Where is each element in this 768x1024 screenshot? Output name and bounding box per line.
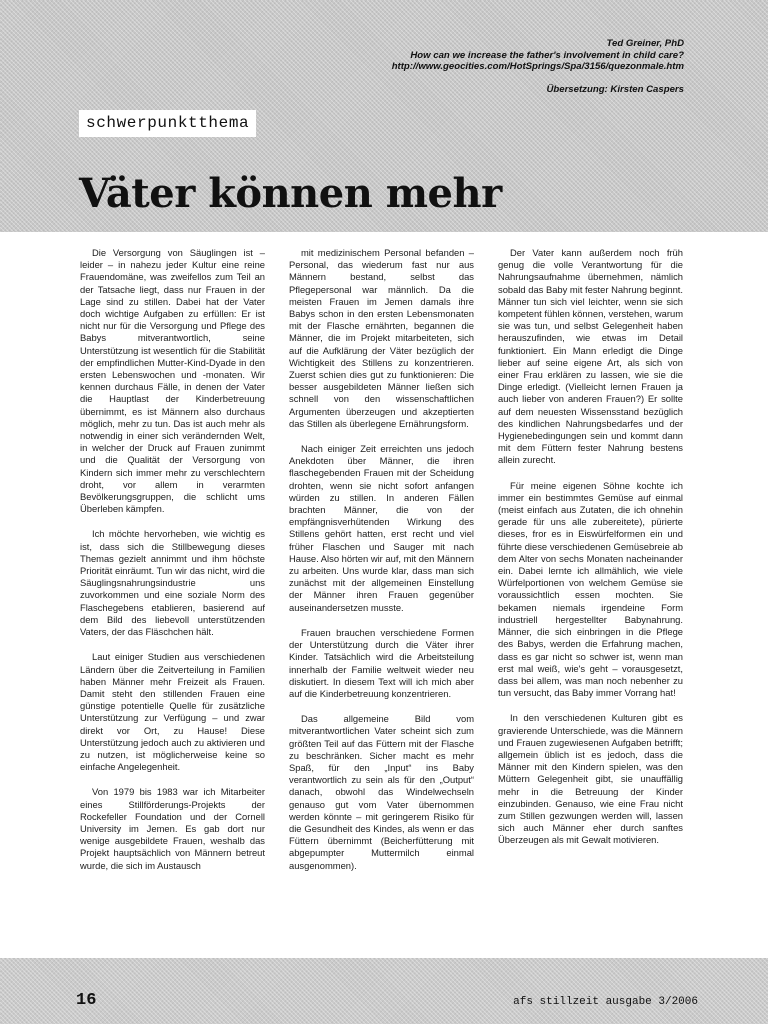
article-body: [80, 247, 684, 947]
text-column-2: [289, 247, 474, 947]
translator-credit: Übersetzung: Kirsten Caspers: [546, 83, 684, 95]
paragraph: Von 1979 bis 1983 war ich Mitarbeiter eines Stillförderungs-Projekts der Rockefeller Foundation und der Cornell University im Jemen. Es gab dort nur wenige ausgebildete Frauen, weshalb das Projekt hauptsächlich von Männern betreut wurde, die sich im Austausch: [80, 786, 265, 871]
paragraph: In den verschiedenen Kulturen gibt es gravierende Unterschiede, was die Männern und Frauen zugewiesenen Aufgaben betrifft; allgemein üblich ist es jedoch, dass die Männer mit den Kindern spielen, was den Müttern Gelegenheit gibt, sie unauffällig mehr in die Betreuung der Kinder einzubinden. Genauso, wie eine Frau nicht zum Stillen gezwungen werden will, lassen sich auch Männer eher durch sanftes Überzeugen als mit Gewalt motivieren.: [498, 712, 683, 846]
paragraph: Frauen brauchen verschiedene Formen der Unterstützung durch die Väter ihrer Kinder. Tatsächlich wird die Arbeitsteilung innerhalb der Familie weltweit wieder neu diskutiert. In diesem Text will ich mich aber auf die Kinderbetreuung konzentrieren.: [289, 626, 474, 699]
source-original-title: How can we increase the father's involvement in child care?: [410, 49, 684, 61]
paragraph: mit medizinischem Personal befanden – Personal, das wiederum fast nur aus Männern bestand, selbst das Pflegepersonal war männlich. Da die meisten Frauen im Jemen damals ihre Babys schon in den ersten Lebensmonaten mit der Flasche ernährten, begannen die Männer, die im Projekt mitarbeiteten, sich auf die Aufklärung der Väter bezüglich der Wichtigkeit des Stillens zu konzentrieren. Zuerst schien dies gut zu funktionieren: Die besser ausgebildeten Männer ließen sich schnell von den wissenschaftlichen Argumenten überzeugen und akzeptierten das Stillen als überlegene Ernährungsform.: [289, 247, 474, 429]
source-author: Ted Greiner, PhD: [606, 38, 684, 49]
footer-band: [0, 958, 768, 1024]
source-citation: [264, 38, 684, 95]
paragraph: Das allgemeine Bild vom mitverantwortlichen Vater scheint sich zum größten Teil auf das Füttern mit der Flasche zu beschränken. Sicher macht es mehr Spaß, für den „Input“ ins Baby verantwortlich zu sein als für den „Output“ danach, obwohl das Windelwechseln genauso gut vom Vater übernommen werden könnte – mit geringerem Risiko für die Gesundheit des Kindes, als wenn er das Füttern übernimmt (Beicherfütterung mit abgepumpter Muttermilch einmal ausgenommen).: [289, 713, 474, 871]
paragraph: Der Vater kann außerdem noch früh genug die volle Verantwortung für die Nahrungsaufnahme übernehmen, nämlich sobald das Baby mit fester Nahrung beginnt. Männer tun sich viel leichter, wenn sie sich kompetent fühlen können, verstehen, warum sie was tun, und selbst Gelegenheit haben herauszufinden, wie etwas im Detail funktioniert. Ein Mann erledigt die Dinge lieber auf seine eigene Art, als sich von einer Frau erklären zu lassen, wie sie die Dinge erledigt. (Vielleicht lernen Frauen ja auch lieber von anderen Frauen?) Er sollte auf dem neuesten Wissensstand bezüglich des kindlichen Nahrungsbedarfes und der Hygienebedingungen sein und kommt dann mit dem Füttern fester Nahrung bestens allein zurecht.: [498, 247, 683, 466]
issue-label: afs stillzeit ausgabe 3/2006: [513, 996, 698, 1008]
section-label: schwerpunktthema: [79, 110, 256, 137]
article-title: Väter können mehr: [79, 170, 502, 217]
page-number: 16: [76, 991, 97, 1010]
paragraph: Laut einiger Studien aus verschiedenen Ländern über die Zeitverteilung in Familien haben Männer mehr Freizeit als Frauen. Damit steht den stillenden Frauen eine günstige potentielle Quelle für zusätzliche Unterstützung zur Verfügung – und zwar direkt vor Ort, zu Hause! Diese Unterstützung jedoch auch zu aktivieren und zu nutzen, ist möglicherweise keine so einfache Angelegenheit.: [80, 651, 265, 773]
paragraph: Die Versorgung von Säuglingen ist – leider – in nahezu jeder Kultur eine reine Frauendomäne, was zweifellos zum Teil an der Tatsache liegt, dass nur Frauen in der Lage sind zu stillen. Dabei hat der Vater doch wichtige Aufgaben zu erfüllen: Er ist nicht nur für die Versorgung und Pflege des Babys mitverantwortlich, seine Unterstützung ist wesentlich für die Stabilität der empfindlichen Mutter-Kind-Dyade in den ersten Lebenswochen und -monaten. Wir kennen durchaus Fälle, in denen der Vater die Hauptlast der Kinderbetreuung übernimmt, es ist Männern also durchaus möglich, mehr zu tun. Das ist auch mehr als notwendig in einer sich verändernden Welt, in welcher der Druck auf Frauen zunimmt und die Qualität der Versorgung von Kindern sich immer mehr zu verschlechtern droht, vor allem in verarmten Bevölkerungsgruppen, die schlicht ums Überleben kämpfen.: [80, 247, 265, 515]
paragraph: Für meine eigenen Söhne kochte ich immer ein bestimmtes Gemüse auf einmal (meist einfach aus Zutaten, die ich ohnehin gerade für uns alle zubereitete), pürierte dieses, fror es in Eiswürfelformen ein und führte diese verschiedenen Gemüsebreie ab dem Alter von sechs Monaten nacheinander ein. Dabei lernte ich allmählich, wie viele Würfelportionen von welchem Gemüse sie voraussichtlich essen mochten. Sie bekamen niemals irgendeine Form industriell hergestellter Babynahrung. Männer, die sich einbringen in die Pflege des Babys, werden die Erfahrung machen, dass es gar nicht so schwer ist, wenn man erst mal weiß, wie's geht – vorausgesetzt, dass bei allem, was man noch nebenher zu tun versucht, das Baby immer Vorrang hat!: [498, 479, 683, 699]
paragraph: Ich möchte hervorheben, wie wichtig es ist, dass sich die Stillbewegung dieses Themas gezielt annimmt und ihm höchste Priorität einräumt. Tun wir das nicht, wird die Säuglingsnahrungsindustrie uns zuvorkommen und eine soziale Norm des Flaschegebens etablieren, basierend auf dem Bild des liebevoll unterstützenden Vaters, der das Fläschchen hält.: [80, 528, 265, 638]
source-url: http://www.geocities.com/HotSprings/Spa/3156/quezonmale.htm: [391, 61, 684, 72]
text-column-1: [80, 247, 265, 947]
text-column-3: [498, 247, 683, 947]
paragraph: Nach einiger Zeit erreichten uns jedoch Anekdoten über Männer, die ihren flaschegebenden Frauen mit der Scheidung drohten, wenn sie nicht sofort anfangen würden zu stillen. In anderen Fällen brachten Männer, die von der empfängnisverhütenden Wirkung des Stillens gehört hatten, erst recht und viel früher Flaschen und Sauger mit nach Hause. Also hörten wir auf, mit den Männern zu arbeiten. Uns wurde klar, dass man sich zunächst mit der allgemeinen Einstellung der Männer ihren Frauen gegenüber auseinandersetzen musste.: [289, 443, 474, 613]
